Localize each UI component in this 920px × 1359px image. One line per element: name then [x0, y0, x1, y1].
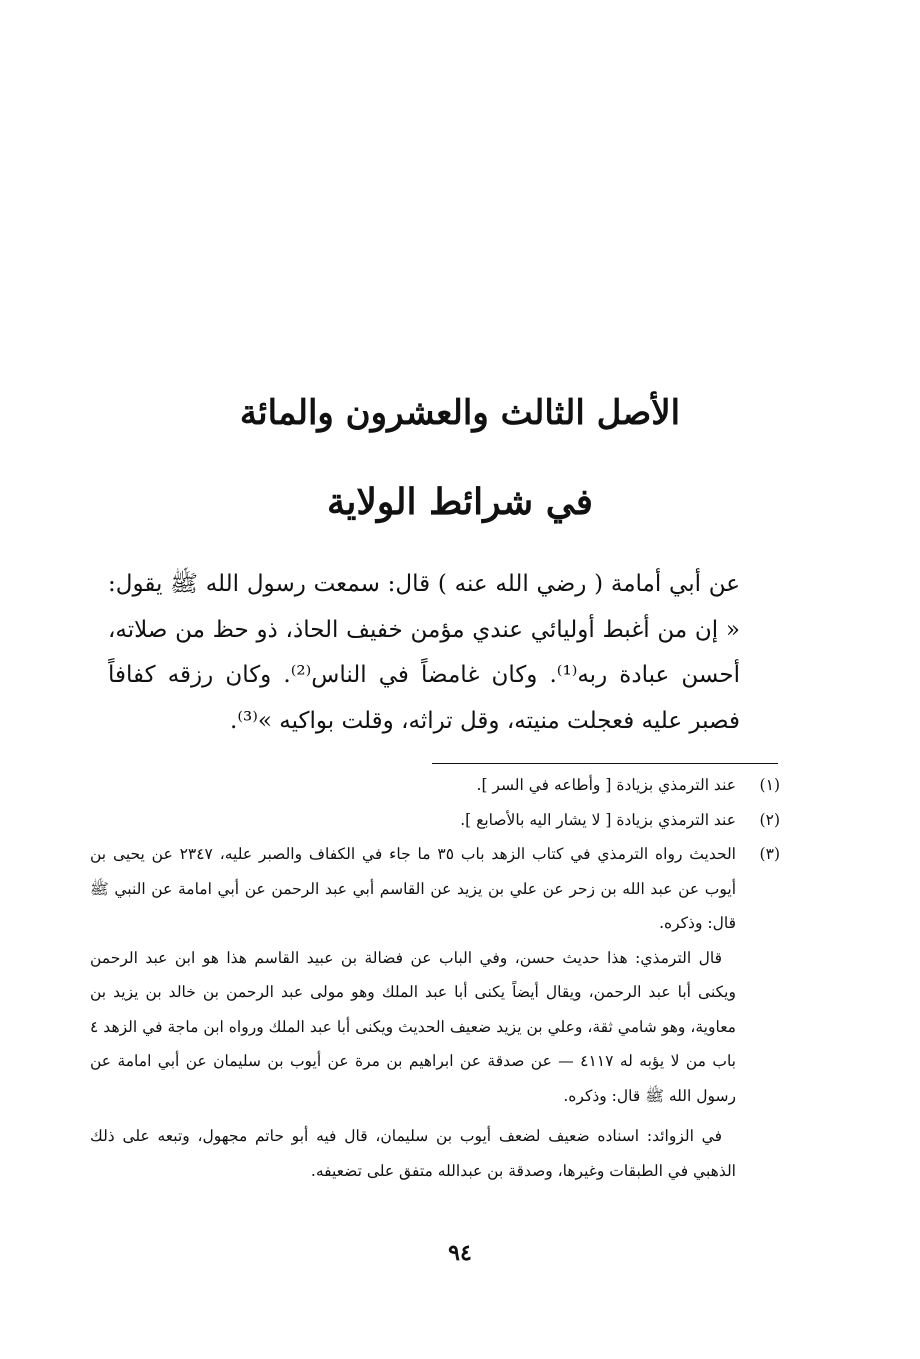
footnote-number: (٣) [759, 845, 780, 863]
footnote-3 [90, 837, 780, 941]
hadith-text [108, 562, 780, 744]
footnote-divider [432, 763, 778, 764]
footnote-1 [90, 768, 780, 803]
footnote-3-tirmidhi-comment: قال الترمذي: هذا حديث حسن، وفي الباب عن فضالة بن عبيد القاسم هذا هو ابن عبد الرحمن ويكنى أبا عبد الرحمن، ويقال أيضاً يكنى أبا عبد الملك وهو مولى عبد الرحمن بن خالد بن يزيد بن معاوية، وهو شامي ثقة، وعلي بن يزيد ضعيف الحديث ويكنى أبا عبد الملك ورواه ابن ماجة في الزهد ٤ باب من لا يؤبه له ٤١١٧ — عن صدقة عن ابراهيم بن مرة عن أيوب بن سليمان عن أبي امامة عن رسول الله ﷺ قال: وذكره. [90, 948, 736, 1105]
footnote-text: الحديث رواه الترمذي في كتاب الزهد باب ٣٥ ما جاء في الكفاف والصبر عليه، ٢٣٤٧ عن يحيى بن أيوب عن عبد الله بن زحر عن علي بن يزيد عن القاسم أبي عبد الرحمن عن أبي امامة عن النبي ﷺ قال: وذكره. [90, 845, 736, 932]
footnote-2 [90, 803, 780, 838]
footnote-number: (٢) [759, 810, 780, 829]
hadith-paragraph: عن أبي أمامة ( رضي الله عنه ) قال: سمعت رسول الله ﷺ يقول: « إن من أغبط أوليائي عندي مؤمن خفيف الحاذ، ذو حظ من صلاته، أحسن عبادة ربه⁽¹⁾. وكان غامضاً في الناس⁽²⁾. وكان رزقه كفافاً فصبر عليه فعجلت منيته، وقل تراثه، وقلت بواكيه »⁽³⁾. [108, 571, 740, 734]
footnote-number: (١) [759, 776, 780, 794]
footnote-text: عند الترمذي بزيادة [ لا يشار اليه بالأصابع ]. [460, 810, 736, 829]
page-number: ٩٤ [448, 1240, 472, 1266]
footnote-text: عند الترمذي بزيادة [ وأطاعه في السر ]. [476, 776, 736, 794]
chapter-title: الأصل الثالث والعشرون والمائة [239, 393, 681, 433]
chapter-subtitle: في شرائط الولاية [327, 481, 593, 523]
footnote-3-zawaid-comment: في الزوائد: اسناده ضعيف لضعف أيوب بن سليمان، قال فيه أبو حاتم مجهول، وتبعه على ذلك الذهبي في الطبقات وغيرها، وصدقة بن عبدالله متفق على تضعيفه. [90, 1127, 736, 1180]
footnotes [90, 768, 780, 1188]
